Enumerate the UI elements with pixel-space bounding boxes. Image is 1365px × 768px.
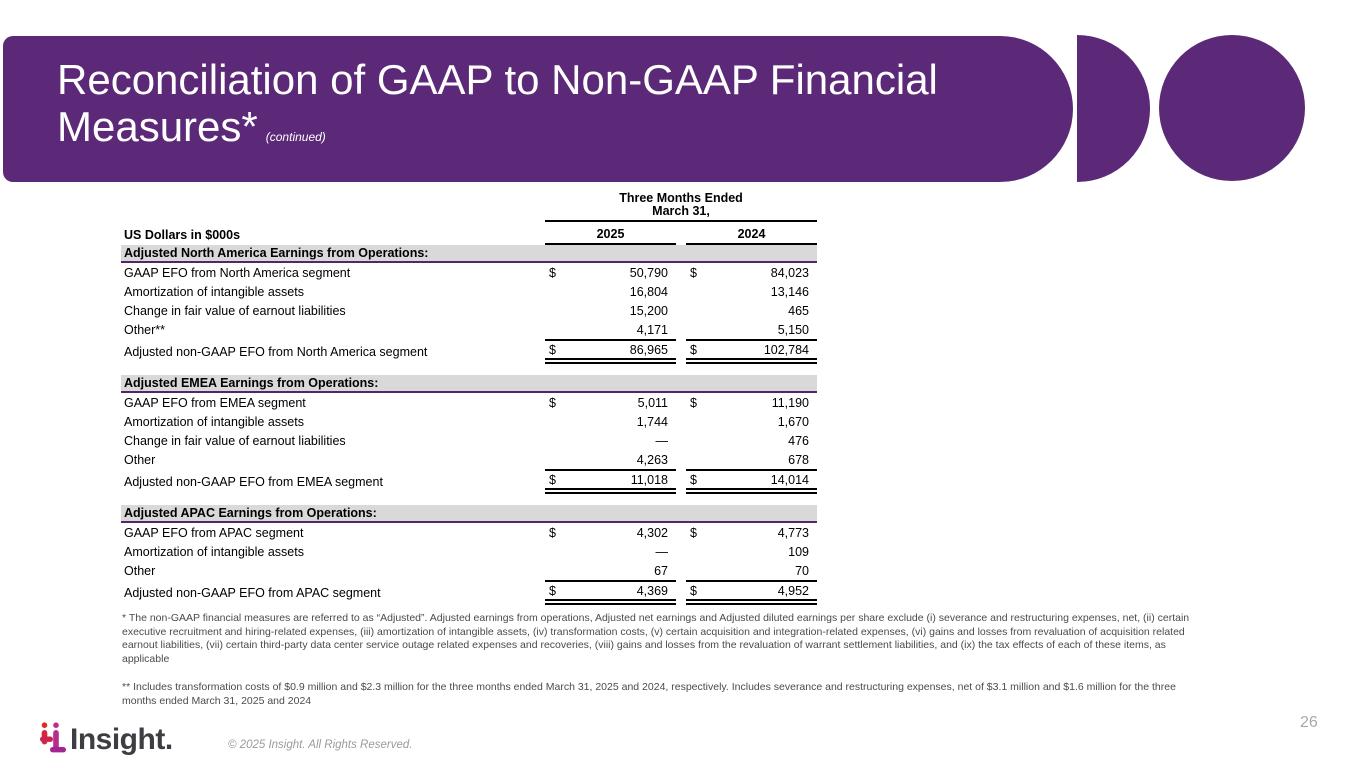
value-2025: 16,804 [629, 284, 668, 299]
section-header-north-america: Adjusted North America Earnings from Operations: [121, 245, 817, 263]
value-2024: 5,150 [777, 322, 809, 337]
row-label: Amortization of intangible assets [124, 284, 304, 299]
value-2024: $ 14,014 [686, 469, 817, 494]
financial-table [121, 190, 817, 605]
value-2024: 1,670 [777, 414, 809, 429]
value-2024: 13,146 [770, 284, 809, 299]
currency-symbol: $ [549, 395, 556, 410]
slide-title-line1: Reconciliation of GAAP to Non-GAAP Financial [57, 56, 938, 103]
currency-symbol: $ [690, 265, 697, 280]
table-row [121, 320, 817, 339]
currency-symbol: $ [690, 395, 697, 410]
column-header-row [121, 222, 817, 245]
currency-symbol: $ [690, 583, 697, 598]
footnote-1-line: * The non-GAAP financial measures are referred to as “Adjusted”. Adjusted earnings from operations, Adjusted net earnings and Adjusted diluted earnings per share exclude (i) severance and restructuring expenses, net, (ii) certain [122, 612, 1190, 624]
table-row [121, 450, 817, 469]
footnote-1 [122, 612, 1189, 666]
row-label: Other [124, 563, 156, 578]
title-banner [3, 36, 1073, 182]
value-2025: 4,171 [636, 322, 668, 337]
value-2025: $ 86,965 [545, 339, 676, 364]
value-2025: 4,263 [636, 452, 668, 467]
table-row [121, 412, 817, 431]
value-2024: $ 4,952 [686, 580, 817, 605]
footnote-1-line: applicable [122, 652, 170, 665]
units-label: US Dollars in $000s [124, 228, 241, 242]
currency-symbol: $ [549, 583, 556, 598]
table-row-total [121, 580, 817, 605]
value-2025: $ 11,018 [545, 469, 676, 494]
row-label: Change in fair value of earnout liabilities [124, 433, 346, 448]
table-row [121, 393, 817, 412]
table-row-total [121, 339, 817, 364]
value-2024: $ 102,784 [686, 339, 817, 364]
table-row [121, 282, 817, 301]
footnote-2 [122, 681, 1176, 708]
slide-title-continued: (continued) [265, 130, 326, 144]
currency-symbol: $ [549, 525, 556, 540]
value-2024: 476 [788, 433, 809, 448]
row-label: Adjusted non-GAAP EFO from North America segment [124, 344, 428, 359]
table-row [121, 263, 817, 282]
value-2025: 1,744 [636, 414, 668, 429]
period-header [545, 190, 817, 222]
table-row-total [121, 469, 817, 494]
brand-wordmark: Insight. [70, 723, 173, 756]
row-label: Adjusted non-GAAP EFO from EMEA segment [124, 474, 383, 489]
table-row [121, 301, 817, 320]
currency-symbol: $ [690, 472, 697, 487]
value-2024: 678 [788, 452, 809, 467]
value-2025: $ 5,011 [549, 395, 668, 410]
period-header-line1: Three Months Ended [619, 191, 743, 205]
value-2025: — [655, 433, 668, 448]
footnote-2-line: months ended March 31, 2025 and 2024 [122, 694, 312, 707]
insight-logo-icon [40, 722, 66, 758]
value-2024: $ 11,190 [690, 395, 809, 410]
footnote-1-line: executive recruitment and hiring-related expenses, (iii) amortization of intangible assets, (iv) transformation costs, (v) certain acquisition and integration-related expenses, (vi) gains and losses from revaluation of acquisition related [122, 625, 1185, 638]
value-2024: 109 [788, 544, 809, 559]
page-number: 26 [1300, 714, 1318, 731]
value-2025: 67 [654, 563, 668, 578]
row-label: Amortization of intangible assets [124, 544, 304, 559]
value-2024: $ 84,023 [690, 265, 809, 280]
currency-symbol: $ [690, 525, 697, 540]
year-column-2025: 2025 [545, 227, 676, 245]
currency-symbol: $ [549, 472, 556, 487]
decorative-circle [1159, 35, 1305, 181]
slide-title-line2: Measures* [57, 103, 258, 150]
decorative-half-circle [1077, 35, 1150, 182]
table-row [121, 561, 817, 580]
value-2024: $ 4,773 [690, 525, 809, 540]
slide-title [57, 56, 938, 161]
table-row [121, 523, 817, 542]
row-label: GAAP EFO from EMEA segment [124, 395, 306, 410]
row-label: Other [124, 452, 156, 467]
section-header-emea: Adjusted EMEA Earnings from Operations: [121, 375, 817, 393]
value-2025: 15,200 [629, 303, 668, 318]
footnote-1-line: earnout liabilities, (vii) certain third-party data center service outage related expenses and recoveries, (viii) gains and losses from the revaluation of warrant settlement liabilities, and (ix) the tax effects of each of these items, as [122, 639, 1166, 651]
year-column-2024: 2024 [686, 227, 817, 245]
value-2025: $ 4,302 [549, 525, 668, 540]
section-header-apac: Adjusted APAC Earnings from Operations: [121, 505, 817, 523]
currency-symbol: $ [549, 265, 556, 280]
row-label: GAAP EFO from APAC segment [124, 525, 304, 540]
table-row [121, 431, 817, 450]
row-label: Change in fair value of earnout liabilities [124, 303, 346, 318]
row-label: Amortization of intangible assets [124, 414, 304, 429]
value-2025: $ 50,790 [549, 265, 668, 280]
table-row [121, 542, 817, 561]
row-label: Adjusted non-GAAP EFO from APAC segment [124, 585, 381, 600]
copyright-text: © 2025 Insight. All Rights Reserved. [228, 739, 413, 751]
value-2024: 70 [795, 563, 809, 578]
currency-symbol: $ [690, 342, 697, 357]
row-label: Other** [124, 322, 165, 337]
value-2025: $ 4,369 [545, 580, 676, 605]
value-2025: — [655, 544, 668, 559]
footnote-2-line: ** Includes transformation costs of $0.9 million and $2.3 million for the three months ended March 31, 2025 and 2024, respectively. Includes severance and restructuring expenses, net of $3.1 million and $1.6 million for the three [122, 681, 1176, 693]
row-label: GAAP EFO from North America segment [124, 265, 351, 280]
value-2024: 465 [788, 303, 809, 318]
currency-symbol: $ [549, 342, 556, 357]
period-header-line2: March 31, [652, 204, 710, 218]
